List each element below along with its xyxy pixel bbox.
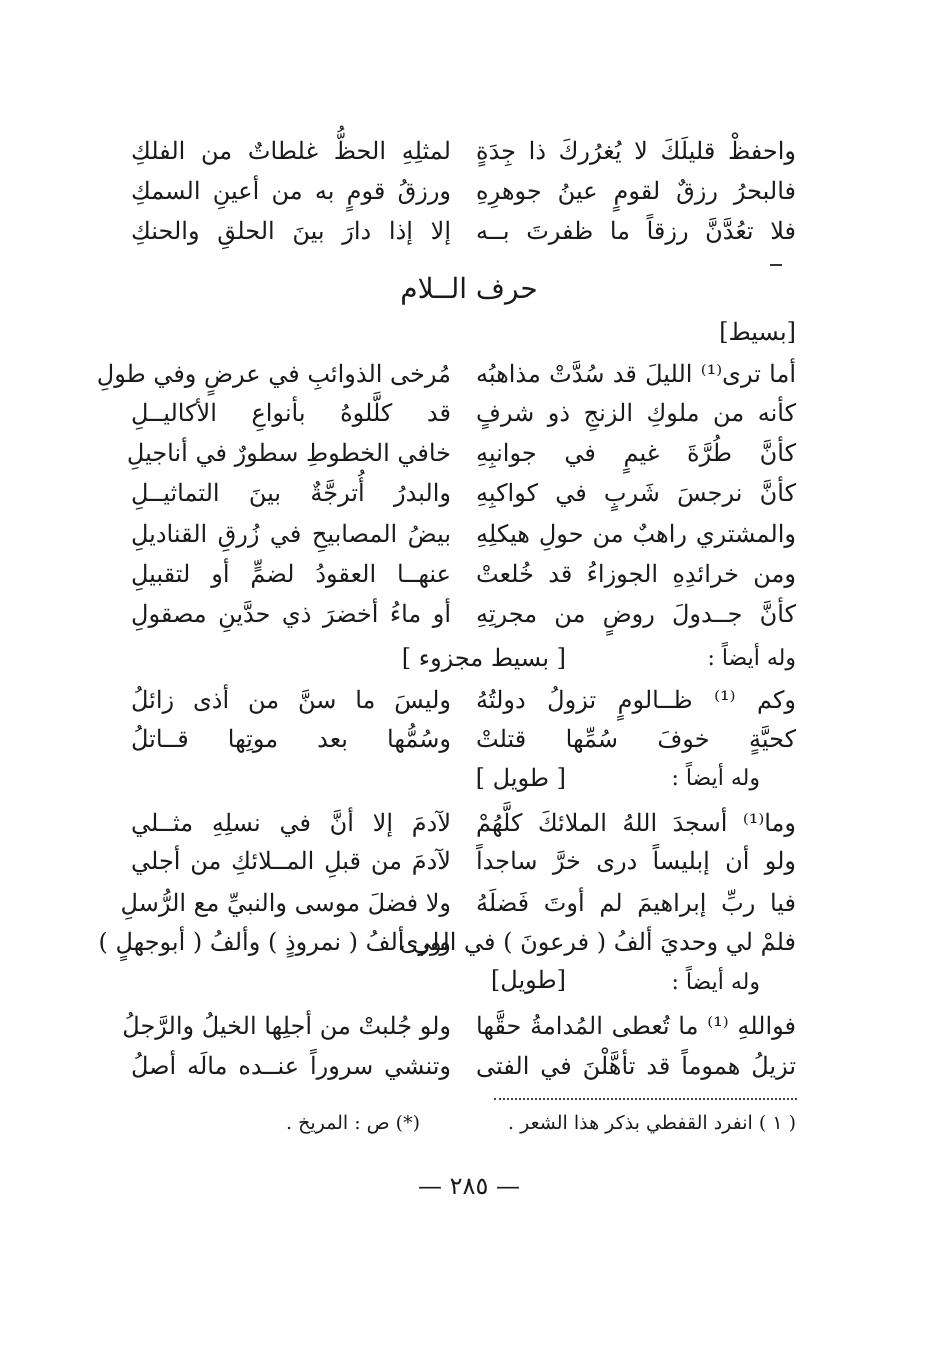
verse-line	[131, 514, 796, 554]
verse-second-hemistich: أو ماءُ أخضرَ ذي حدَّينِ مصقولِ	[131, 600, 451, 628]
verse-second-hemistich: بيضُ المصابيحِ في زُرقِ القناديلِ	[131, 520, 451, 548]
verse-line	[131, 473, 796, 513]
verse-second-hemistich: وليسَ ما سنَّ من أذى زائلُ	[131, 686, 451, 714]
verse-line	[96, 354, 796, 394]
verse-second-hemistich: ولو جُلبتْ من أجلِها الخيلُ والرَّجلُ	[122, 1012, 451, 1040]
verse-second-hemistich: خافي الخطوطِ سطورٌ في أناجيلِ	[126, 439, 451, 467]
meter-tag: [بسيط]	[719, 318, 796, 346]
verse-line	[122, 1006, 796, 1046]
verse-second-hemistich: وتنشي سروراً عنــده مالَه أصلُ	[131, 1052, 451, 1080]
verse-line	[131, 131, 796, 171]
verse-line	[126, 433, 796, 473]
verse-line	[120, 883, 796, 923]
verse-first-hemistich: والمشتري راهبٌ من حولِ هيكلِهِ	[476, 520, 796, 548]
verse-second-hemistich: قد كلَّلوهُ بأنواعِ الأكاليــلِ	[131, 399, 451, 427]
verse-second-hemistich: مُرخى الذوائبِ في عرضٍ وفي طولِ	[96, 360, 451, 388]
verse-line	[131, 171, 796, 211]
separator-mark	[770, 264, 782, 266]
verse-line	[131, 841, 796, 881]
verse-second-hemistich: ولا فضلَ موسى والنبيِّ مع الرُّسلِ	[120, 889, 451, 917]
verse-first-hemistich: كأنَّ طُرَّةَ غيمٍ في جوانبِهِ	[476, 439, 796, 467]
footnote-rule	[494, 1098, 797, 1100]
verse-second-hemistich: لآدمَ من قبلِ المــلائكِ من أجلي	[131, 847, 451, 875]
verse-second-hemistich: ورزقُ قومٍ به من أعينِ السمكِ	[131, 177, 451, 205]
verse-first-hemistich: فالبحرُ رزقٌ لقومٍ عينُ جوهرِهِ	[476, 177, 796, 205]
verse-first-hemistich: كأنَّ نرجسَ شَربٍ في كواكبِهِ	[476, 479, 796, 507]
footnote-1: ( ١ ) انفرد القفطي بذكر هذا الشعر .	[508, 1112, 796, 1134]
verse-first-hemistich: أما ترى⁽¹⁾ الليلَ قد سُدَّتْ مذاهبُه	[476, 360, 796, 388]
meter-tag: [طويل]	[490, 966, 566, 994]
verse-first-hemistich: ولو أن إبليساً درى خرَّ ساجداً	[476, 847, 796, 875]
verse-first-hemistich: وما⁽¹⁾ أسجدَ اللهُ الملائكَ كلَّهُمْ	[476, 809, 796, 837]
meter-tag: [ طويل ]	[475, 764, 566, 792]
verse-first-hemistich: كأنه من ملوكِ الزنجِ ذو شرفٍ	[476, 399, 796, 427]
verse-first-hemistich: فيا ربِّ إبراهيمَ لم أوتَ فَضلَهُ	[476, 889, 796, 917]
verse-line	[131, 719, 796, 759]
verse-first-hemistich: تزيلُ هموماً قد تأهَّلْنَ في الفتى	[476, 1052, 796, 1080]
verse-line	[131, 1046, 796, 1086]
verse-line	[131, 211, 796, 251]
verse-line	[131, 554, 796, 594]
verse-first-hemistich: فواللهِ ⁽¹⁾ ما تُعطى المُدامةُ حقَّها	[476, 1012, 796, 1040]
verse-second-hemistich: لمثلِهِ الحظُّ غلطاتٌ من الفلكِ	[131, 137, 451, 165]
verse-second-hemistich: لآدمَ إلا أنَّ في نسلِهِ مثــلي	[131, 809, 451, 837]
verse-first-hemistich: وكم ⁽¹⁾ ظــالومٍ تزولُ دولتُهُ	[476, 686, 796, 714]
also-label: وله أيضاً :	[707, 646, 796, 671]
verse-second-hemistich: عنهــا العقودُ لضمٍّ أو لتقبيلِ	[131, 560, 451, 588]
page-number: — ٢٨٥ —	[418, 1172, 520, 1200]
meter-tag: [ بسيط مجزوء ]	[401, 644, 566, 672]
verse-first-hemistich: ومن خرائدِهِ الجوزاءُ قد خُلعتْ	[476, 560, 796, 588]
verse-line	[131, 803, 796, 843]
verse-second-hemistich: إلا إذا دارَ بينَ الحلقِ والحنكِ	[131, 217, 451, 245]
verse-line	[131, 680, 796, 720]
verse-first-hemistich: فلا تعُدَّنَّ رزقاً ما ظفرتَ بــه	[476, 217, 796, 245]
verse-line	[131, 393, 796, 433]
verse-second-hemistich: والبدرُ أُترجَّةٌ بينَ التماثيــلِ	[131, 479, 451, 507]
footnote-star: (*) ص : المريخ .	[286, 1112, 420, 1134]
verse-line	[131, 594, 796, 634]
also-label: وله أيضاً :	[671, 766, 760, 791]
verse-first-hemistich: كأنَّ جــدولَ روضٍ من مجرتِهِ	[476, 600, 796, 628]
verse-second-hemistich: وسُمُّها بعد موتِها قــاتلُ	[131, 725, 451, 753]
verse-first-hemistich: فلمْ لي وحديَ ألفُ ( فرعونَ ) في الورى	[399, 928, 796, 956]
verse-first-hemistich: واحفظْ قليلَكَ لا يُغرُركَ ذا جِدَةٍ	[476, 137, 796, 165]
section-heading: حرف الــلام	[400, 272, 538, 305]
also-label: وله أيضاً :	[671, 970, 760, 995]
verse-line	[98, 922, 796, 962]
verse-second-hemistich: ولي ألفُ ( نمروذٍ ) وألفُ ( أبوجهلٍ )	[98, 928, 451, 956]
verse-first-hemistich: كحيَّةٍ خوفَ سُمِّها قتلتْ	[476, 725, 796, 753]
